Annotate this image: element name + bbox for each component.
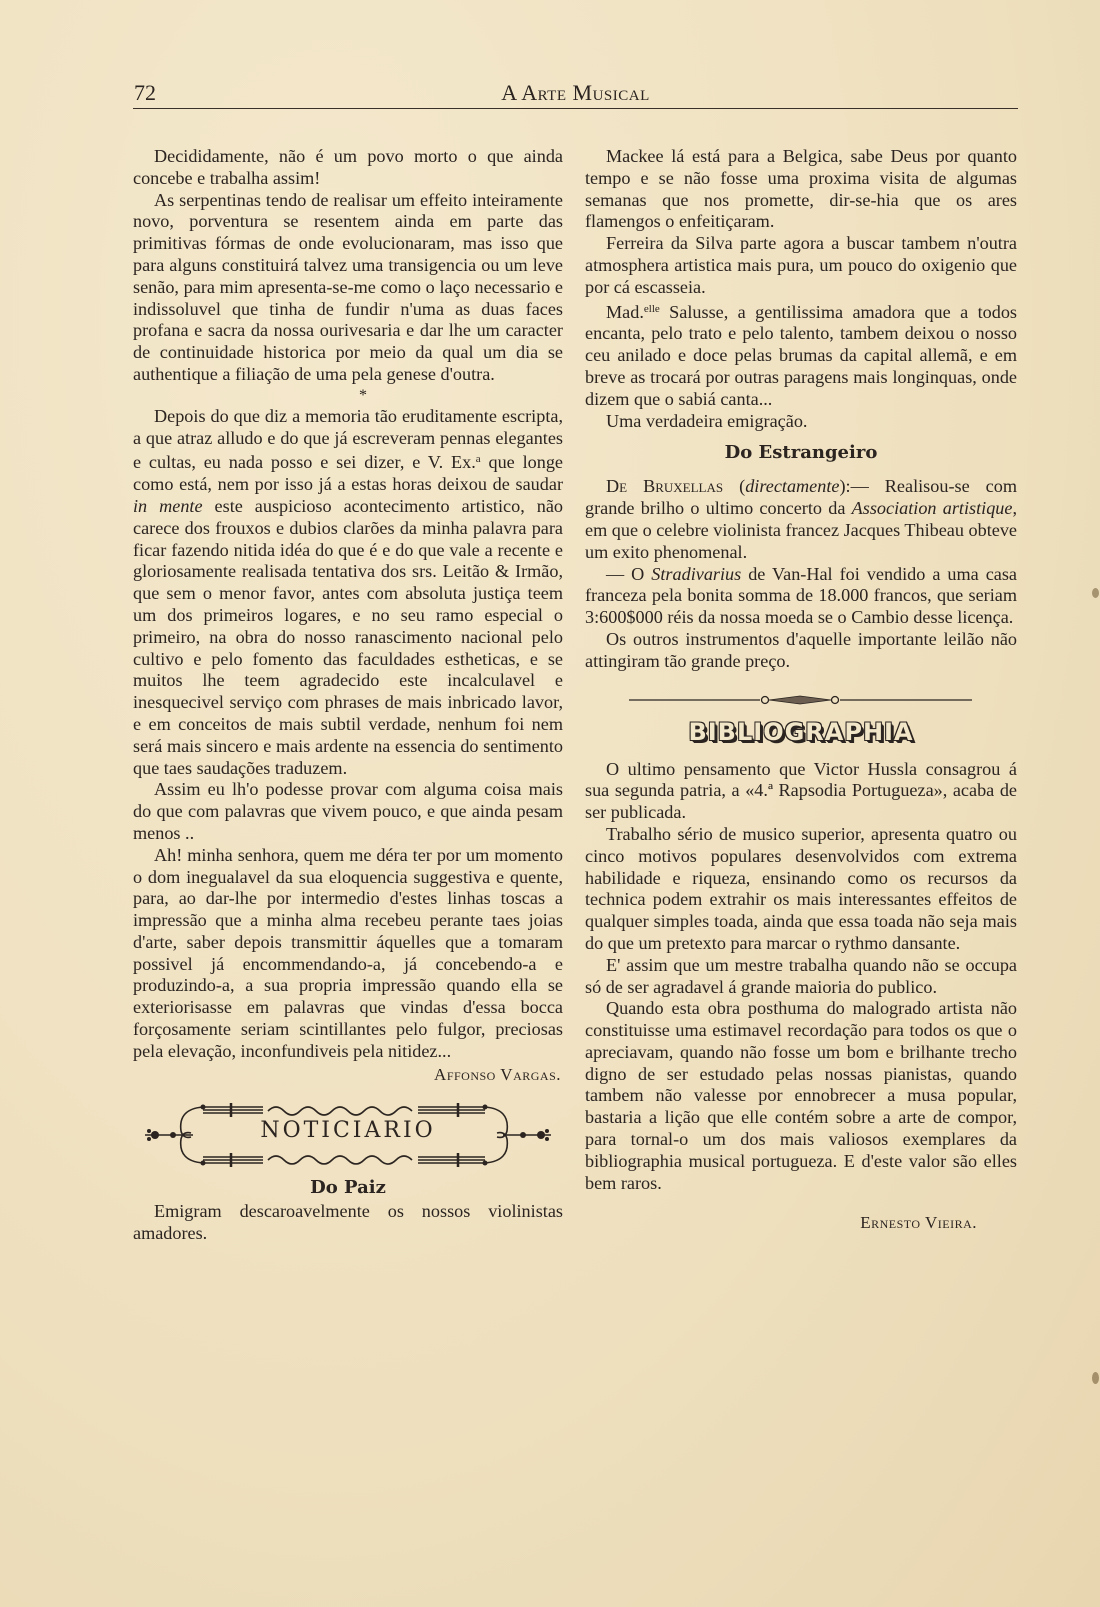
noticiario-ornamental-banner [133, 1101, 563, 1169]
paper-blemish [1092, 1372, 1099, 1384]
ornamental-divider [585, 691, 1017, 705]
paragraph: Quando esta obra posthuma do malogrado artista não constituisse uma estimavel recordação para todos os que o apreciavam, quando não fosse um bom e brilhante trecho digno de ser estudado pelas nossas pianistas, quando tambem não valesse por ennobrecer a musa popular, bastaria a lição que elle contém sobre a arte de compor, para tornal-o um dos mais valiosos exemplares da bibliographia musical portugueza. E d'este valor são elles bem raros. [585, 998, 1017, 1193]
journal-title: A Arte Musical [501, 80, 650, 105]
paragraph: O ultimo pensamento que Victor Hussla consagrou á sua segunda patria, a «4.ª Rapsodia Portugueza», acaba de ser publicada. [585, 758, 1017, 823]
page-number: 72 [134, 80, 156, 105]
paragraph: — O Stradivarius de Van-Hal foi vendido a uma casa franceza pela bonita somma de 18.000 francos, que seriam 3:600$000 réis da nossa moeda se o Cambio desse licença. [585, 563, 1017, 628]
author-signature: Ernesto Vieira. [860, 1213, 977, 1233]
paragraph: Assim eu lh'o podesse provar com alguma coisa mais do que com palavras que vivem pouco, e que ainda pesam menos .. [133, 779, 563, 843]
paragraph: Trabalho sério de musico superior, apresenta quatro ou cinco motivos populares desenvolvidos com extrema habilidade e riqueza, ensinando como os recursos da technica podem extrahir os mais interessantes effeitos de qualquer simples toada, ainda que essa toada não seja mais do que um pretexto para marcar o rythmo dansante. [585, 823, 1017, 953]
paragraph: Decididamente, não é um povo morto o que ainda concebe e trabalha assim! [133, 146, 563, 188]
paragraph: Uma verdadeira emigração. [606, 410, 808, 431]
noticiario-title: NOTICIARIO [260, 1118, 436, 1144]
section-subtitle-do-paiz: Do Paiz [310, 1177, 386, 1199]
paragraph: Os outros instrumentos d'aquelle importante leilão não attingiram tão grande preço. [585, 628, 1017, 671]
paragraph: Mackee lá está para a Belgica, sabe Deus por quanto tempo e se não fosse uma proxima visita de algumas semanas que nos promette, dir-se-hia que os ares flamengos o enfeitiçaram. [585, 146, 1017, 232]
right-column [585, 146, 1017, 1234]
paper-blemish [1092, 588, 1099, 598]
paragraph: Depois do que diz a memoria tão eruditamente escripta, a que atraz alludo e do que já escreveram pennas elegantes e cultas, eu nada posso e sei dizer, e V. Ex.$^a$ que longe como está, nem por isso já a estas horas deixou de saudar in mente este auspicioso acontecimento artistico, não carece dos frouxos e dubios clarões da minha palavra para ficar fazendo nitida idéa do que é e do que vale a recente e gloriosamente realisada tentativa dos srs. Leitão & Irmão, que sem o menor favor, antes com absoluta justiça teem um dos primeiros logares, e no seu ramo especial o primeiro, na obra do nosso ranascimento nacional pelo cultivo e pelo fomento das faculdades estheticas, e se muitos lhe teem agradecido este incalculavel e inesquecivel serviço com phrases de mais inbricado lavor, e em conceitos de mais subtil verdade, nenhum foi nem será mais sincero e mais ardente na essencia do sentimento que taes saudações traduzem. [133, 405, 564, 778]
ornament-rule-icon [585, 693, 1017, 707]
paragraph: As serpentinas tendo de realisar um effeito inteiramente novo, porventura se resentem ainda em parte das primitivas fórmas de onde evolucionaram, mas isso que para alguns constituirá talvez uma transigencia ou um leve senão, para mim apresenta-se-me como o laço necessario e indissoluvel que tinha de fundir n'uma as duas faces profana e sacra da nossa ourivesaria e dar lhe um caracter de continuidade historica por meio da qual um dia se authentique a filiação de uma pela genese d'outra. [133, 189, 563, 384]
paragraph: E' assim que um mestre trabalha quando não se occupa só de ser agradavel á grande maioria do publico. [585, 954, 1017, 997]
running-header [133, 78, 1018, 109]
paragraph: Emigram descaroavelmente os nossos violinistas amadores. [133, 1201, 563, 1244]
section-subtitle-do-estrangeiro: Do Estrangeiro [724, 442, 878, 464]
paragraph: Ferreira da Silva parte agora a buscar tambem n'outra atmosphera artistica mais pura, um pouco do oxigenio que por cá escasseia. [585, 233, 1017, 297]
paragraph: Ah! minha senhora, quem me déra ter por um momento o dom inegualavel da sua eloquencia suggestiva e quente, para, ao dar-lhe por intermedio d'estes linhas toscas a impressão que a minha alma recebeu perante taes joias d'arte, saber depois transmittir áquelles que a tomaram possivel já encommendando-a, já concebendo-a e produzindo-a, a sua propria impressão quando ella se exteriorisasse em palavras que vindas d'essa bocca forçosamente seriam scintillantes pelo fulgor, preciosas pela elevação, inconfundiveis pela nitidez... [133, 844, 563, 1061]
paragraph: De Bruxellas (directamente):— Realisou-se com grande brilho o ultimo concerto da Association artistique, em que o celebre violinista francez Jacques Thibeau obteve um exito phenomenal. [585, 476, 1018, 562]
paragraph: Mad.$^{elle}$ Salusse, a gentilissima amadora que a todos encanta, pelo trato e pelo talento, tambem deixou o nosso ceu anilado e doce pelas brumas da capital allemã, e em breve as trocará por outras paragens mais longinquas, onde dizem que o sabiá canta... [585, 301, 1017, 409]
bibliographia-title: BIBLIOGRAPHIA [688, 717, 914, 746]
author-signature: Affonso Vargas. [434, 1064, 561, 1084]
asterism-divider: * [359, 386, 367, 404]
left-column [133, 146, 563, 1245]
dateline: De Bruxellas [606, 476, 724, 497]
